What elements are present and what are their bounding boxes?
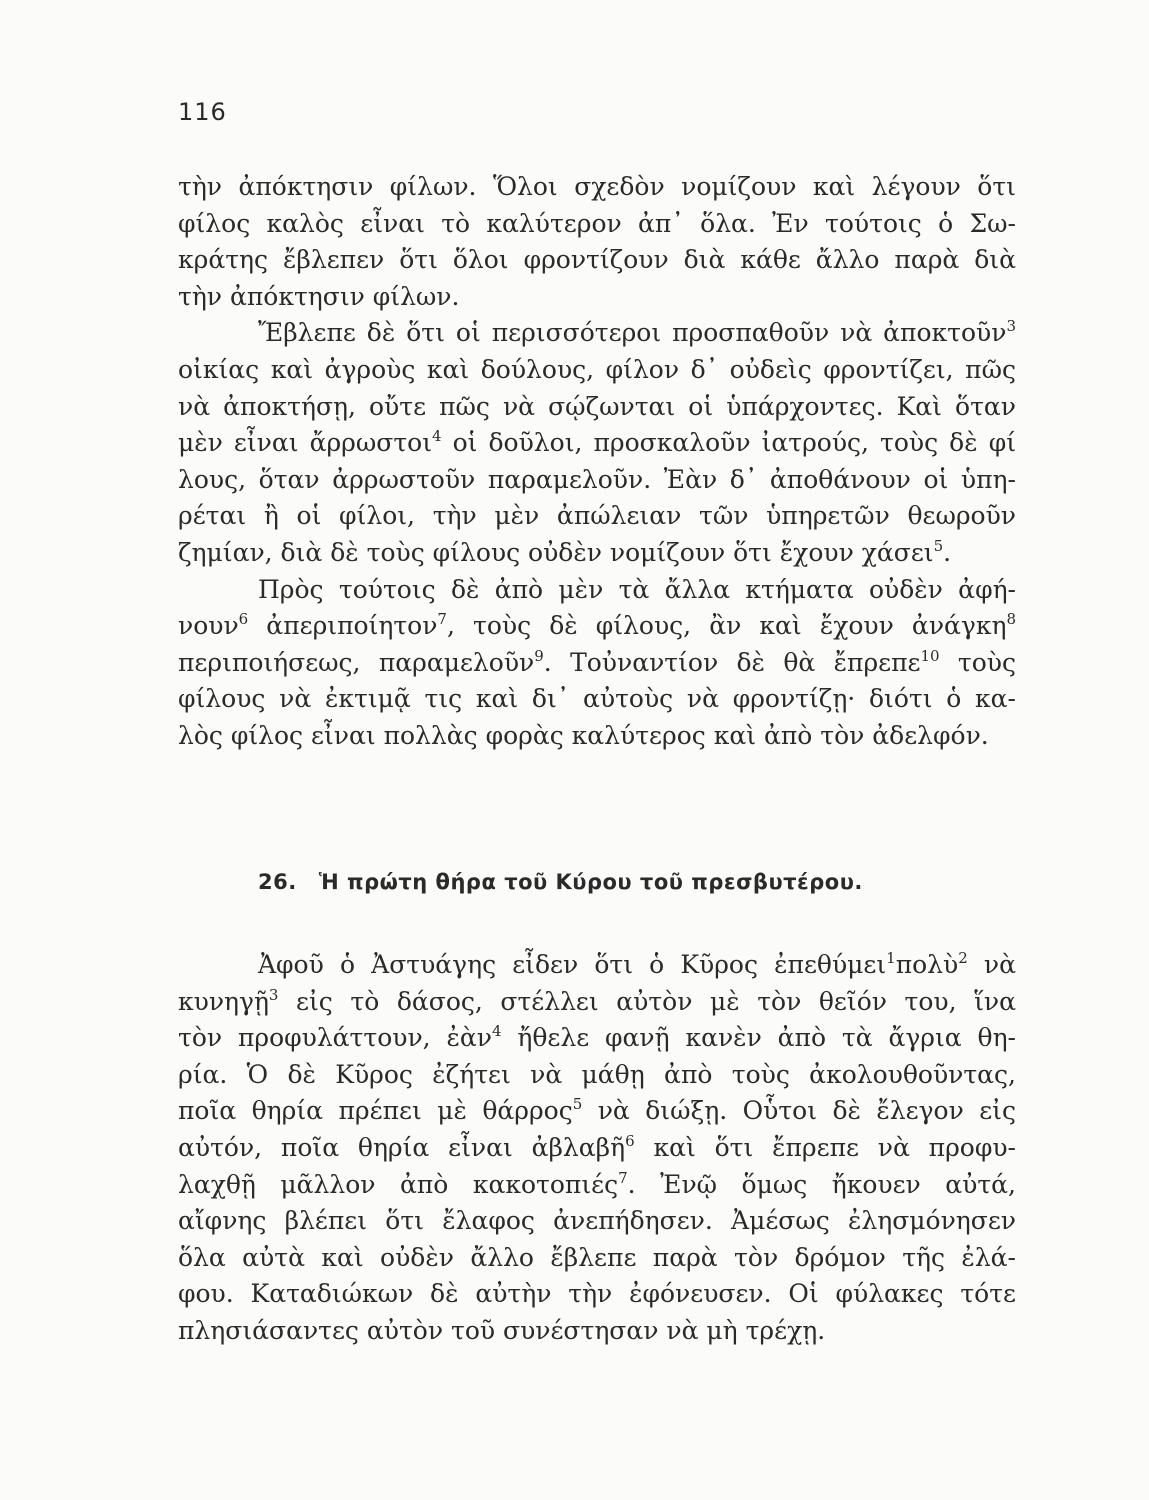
footnote-marker: 10 (920, 646, 940, 665)
text-line (178, 1277, 1016, 1311)
text-line (178, 1131, 1016, 1165)
line-text: τὴν ἀπόκτησιν φίλων. (178, 281, 460, 311)
line-text: οἱ δοῦλοι, προσκαλοῦν ἰατρούς, τοὺς δὲ φί (441, 428, 1017, 458)
line-text: , τοὺς δὲ φίλους, ἂν καὶ ἔχουν ἀνάγκη (446, 611, 1007, 641)
footnote-marker: 4 (432, 427, 442, 446)
line-text: . (943, 538, 952, 567)
text-line (178, 426, 1016, 460)
line-text: περιποιήσεως, παραμελοῦν (178, 647, 535, 677)
footnote-marker: 1 (886, 949, 896, 967)
line-text: ρέται ἢ οἱ φίλοι, τὴν μὲν ἀπώλειαν τῶν ὑπηρετῶν θεωροῦν (178, 501, 1016, 531)
page-number: 116 (178, 98, 227, 126)
footnote-marker: 4 (491, 1022, 502, 1041)
line-text: οἰκίας καὶ ἀγροὺς καὶ δούλους, φίλον δ᾽ οὐδεὶς φροντίζει, πῶς (178, 355, 1016, 384)
footnote-marker: 3 (1006, 317, 1016, 336)
line-text: μὲν εἶναι ἄρρωστοι (178, 428, 433, 458)
line-text: αὐτόν, ποῖα θηρία εἶναι ἀβλαβῆ (178, 1133, 626, 1162)
line-text: ἀπεριποίητον (248, 611, 438, 641)
line-text: . Ἐνῷ ὅμως ἤκουεν αὐτά, (627, 1169, 1016, 1199)
text-line (178, 609, 1016, 643)
text-line (178, 646, 1016, 680)
text-line (258, 316, 1016, 350)
footnote-marker: 5 (572, 1095, 583, 1114)
text-line (178, 1094, 1016, 1128)
text-line (178, 390, 1016, 424)
text-line (178, 1058, 1016, 1092)
footnote-marker: 2 (958, 949, 968, 967)
text-line (178, 243, 1016, 277)
section-number: 26. (258, 870, 297, 894)
line-text: πλησιάσαντες αὐτὸν τοῦ συνέστησαν νὰ μὴ τρέχῃ. (178, 1316, 826, 1345)
text-line (178, 1168, 1016, 1202)
line-text: κράτης ἔβλεπεν ὅτι ὅλοι φροντίζουν διὰ κάθε ἄλλο παρὰ διὰ (178, 245, 1016, 275)
text-line (178, 719, 1016, 753)
line-text: Ἔβλεπε δὲ ὅτι οἱ περισσότεροι προσπαθοῦν νὰ ἀποκτοῦν (258, 318, 1007, 348)
line-text: λους, ὅταν ἀρρωστοῦν παραμελοῦν. Ἐὰν δ᾽ ἀποθάνουν οἱ ὑπη- (178, 464, 1016, 494)
footnote-marker: 5 (933, 537, 944, 555)
line-text: . Τοὐναντίον δὲ θὰ ἔπρεπε (543, 647, 921, 677)
text-line (258, 948, 1016, 982)
line-text: ὅλα αὐτὰ καὶ οὐδὲν ἄλλο ἔβλεπε παρὰ τὸν δρόμον τῆς ἐλά- (178, 1242, 1016, 1272)
text-line (178, 985, 1016, 1019)
line-text: ποῖα θηρία πρέπει μὲ θάρρος (178, 1096, 573, 1126)
line-text: λὸς φίλος εἶναι πολλὰς φορὰς καλύτερος καὶ ἀπὸ τὸν ἀδελφόν. (178, 721, 989, 750)
footnote-marker: 7 (437, 610, 447, 629)
line-text: ζημίαν, διὰ δὲ τοὺς φίλους οὐδὲν νομίζουν ὅτι ἔχουν χάσει (178, 538, 934, 567)
line-text: φίλους νὰ ἐκτιμᾷ τις καὶ δι᾽ αὐτοὺς νὰ φροντίζῃ· διότι ὁ κα- (178, 684, 1016, 714)
line-text: ρία. Ὁ δὲ Κῦρος ἐζήτει νὰ μάθῃ ἀπὸ τοὺς ἀκολουθοῦντας, (178, 1059, 1016, 1089)
line-text: νουν (178, 611, 239, 641)
footnote-marker: 3 (268, 985, 279, 1004)
line-text: λαχθῇ μᾶλλον ἀπὸ κακοτοπιές (178, 1169, 619, 1199)
section-title: Ἡ πρώτη θήρα τοῦ Κύρου τοῦ πρεσβυτέρου. (318, 870, 863, 894)
text-line (178, 1241, 1016, 1275)
text-line (178, 536, 1016, 570)
line-text: νὰ ἀποκτήσῃ, οὔτε πῶς νὰ σῴζωνται οἱ ὑπάρχοντες. Καὶ ὅταν (178, 391, 1016, 421)
text-line (178, 353, 1016, 387)
footnote-marker: 9 (534, 646, 544, 665)
text-line (178, 1021, 1016, 1055)
line-text: φου. Καταδιώκων δὲ αὐτὴν τὴν ἐφόνευσεν. Οἱ φύλακες τότε (178, 1279, 1016, 1309)
line-text: πολὺ (895, 950, 959, 979)
line-text: εἰς τὸ δάσος, στέλλει αὐτὸν μὲ τὸν θεῖόν του, ἵνα (278, 986, 1016, 1016)
text-line (178, 280, 1016, 314)
text-line (178, 1314, 1016, 1348)
text-line (258, 573, 1016, 607)
line-text: νὰ (967, 950, 1016, 979)
footnote-marker: 8 (1006, 610, 1016, 629)
line-text: Ἀφοῦ ὁ Ἀστυάγης εἶδεν ὅτι ὁ Κῦρος ἐπεθύμει (258, 950, 887, 979)
text-line (178, 170, 1016, 204)
footnote-marker: 6 (238, 610, 249, 629)
line-text: τὸν προφυλάττουν, ἐὰν (178, 1023, 492, 1053)
line-text: τὴν ἀπόκτησιν φίλων. Ὅλοι σχεδὸν νομίζουν καὶ λέγουν ὅτι (178, 172, 1016, 201)
line-text: τοὺς (939, 647, 1017, 677)
line-text: κυνηγῇ (178, 986, 269, 1016)
footnote-marker: 7 (618, 1168, 628, 1187)
text-line (178, 682, 1016, 716)
line-text: φίλος καλὸς εἶναι τὸ καλύτερον ἀπ᾽ ὅλα. Ἐν τούτοις ὁ Σω- (178, 208, 1016, 238)
footnote-marker: 6 (625, 1132, 635, 1150)
text-line (178, 499, 1016, 533)
section-heading (258, 870, 863, 894)
line-text: ἤθελε φανῇ κανὲν ἀπὸ τὰ ἄγρια θη- (501, 1023, 1017, 1053)
text-line (178, 463, 1016, 497)
line-text: Πρὸς τούτοις δὲ ἀπὸ μὲν τὰ ἄλλα κτήματα οὐδὲν ἀφή- (258, 574, 1016, 604)
text-line (178, 1204, 1016, 1238)
line-text: αἴφνης βλέπει ὅτι ἔλαφος ἀνεπήδησεν. Ἀμέσως ἐλησμόνησεν (178, 1206, 1016, 1236)
line-text: νὰ διώξῃ. Οὗτοι δὲ ἔλεγον εἰς (582, 1096, 1016, 1126)
line-text: καὶ ὅτι ἔπρεπε νὰ προφυ- (634, 1133, 1017, 1162)
text-line (178, 207, 1016, 241)
